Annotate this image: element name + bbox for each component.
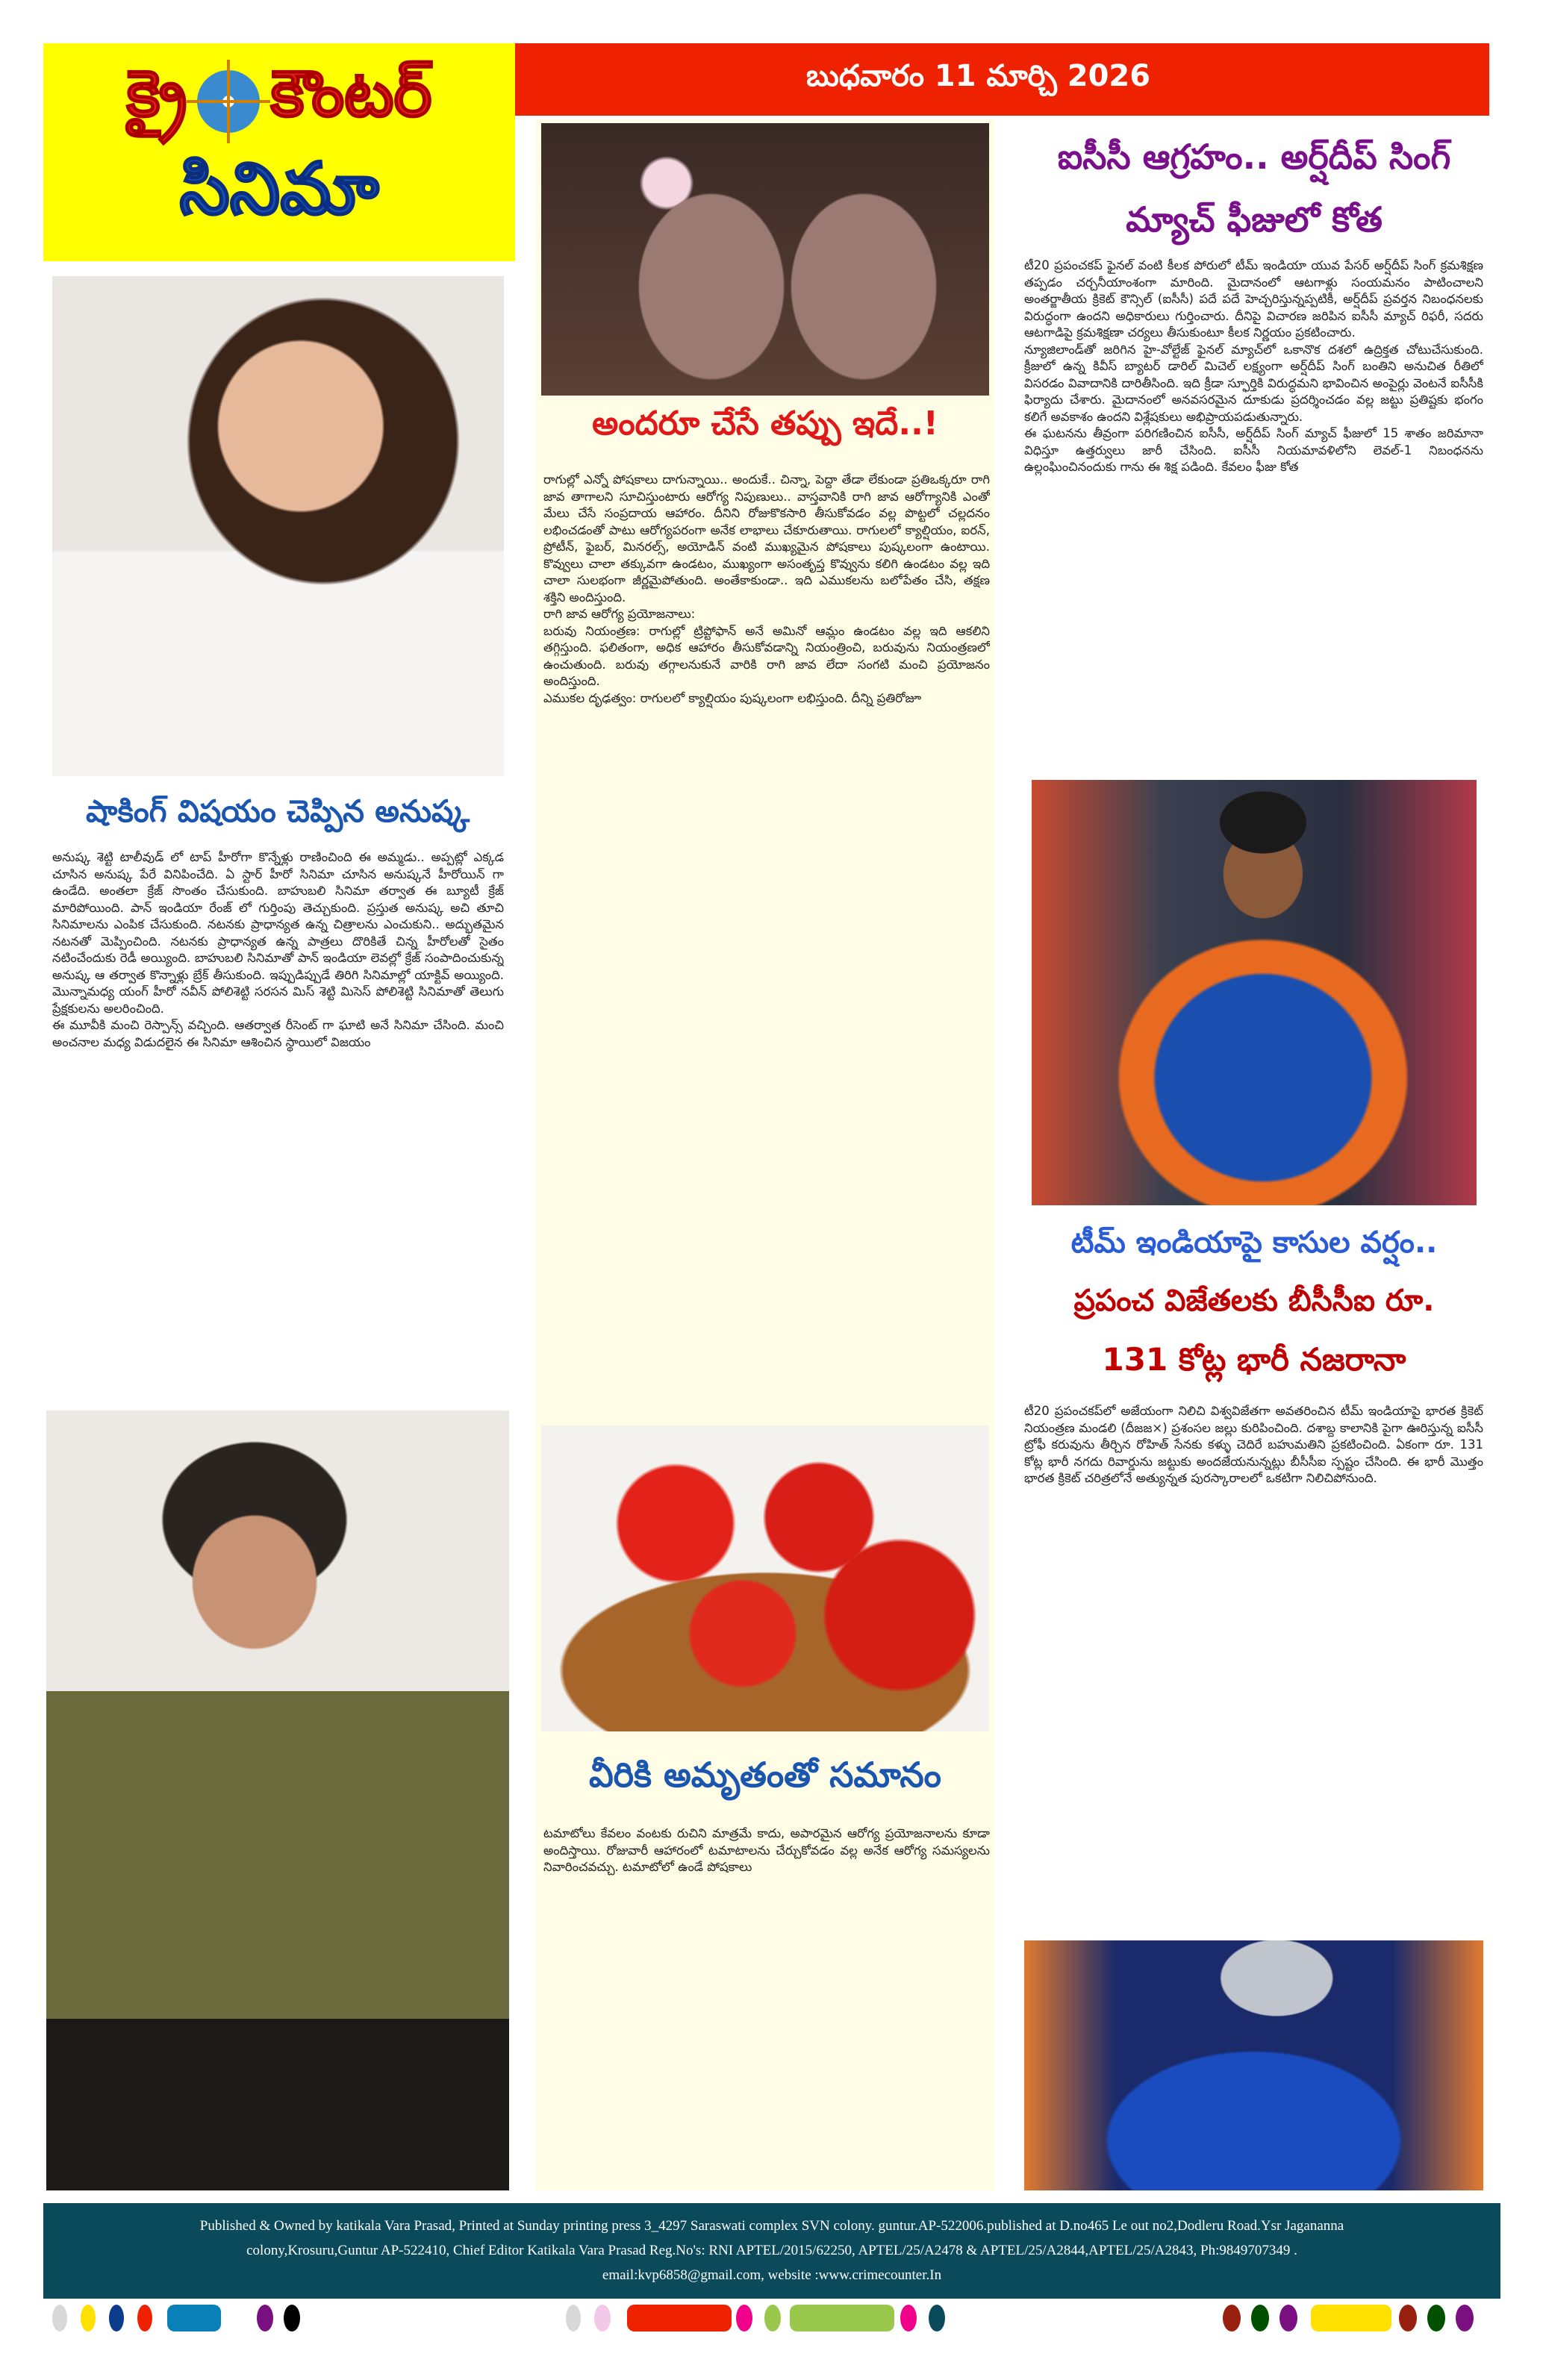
color-mark bbox=[257, 2305, 273, 2331]
article-arshdeep-body bbox=[1024, 257, 1483, 780]
paragraph: టీ20 ప్రపంచకప్‌లో అజేయంగా నిలిచి విశ్వవిజేతగా అవతరించిన టీమ్ ఇండియాపై భారత క్రికెట్ నియంత్రణ మండలి (దీజజ×) ప్రశంసల జల్లు కురిపించింది. దశాబ్ద కాలానికి పైగా ఊరిస్తున్న ఐసీసీ ట్రోఫీ కరువును తీర్చిన రోహిత్ సేనకు కళ్ళు చెదిరే బహుమతిని ప్రకటించింది. ఏకంగా రూ. 131 కోట్ల భారీ నగదు రివార్డును జట్టుకు అందజేయనున్నట్లు బీసీసీఐ స్పష్టం చేసింది. ఈ భారీ మొత్తం భారత క్రికెట్ చరిత్రలోనే అత్యున్నత పురస్కారాలలో ఒకటిగా నిలిచిపోనుంది. bbox=[1024, 1404, 1483, 1485]
paragraph: న్యూజిలాండ్‌తో జరిగిన హై-వోల్టేజ్ ఫైనల్ మ్యాచ్‌లో ఒకానొక దశలో ఉద్రిక్తత చోటుచేసుకుంది. క్రీజులో ఉన్న కివీస్ బ్యాటర్ డారిల్ మిచెల్ లక్ష్యంగా అర్ష్‌దీప్ సింగ్ బంతిని అనుచిత రీతిలో విసరడం వివాదానికి దారితీసింది. ఇది క్రీడా స్ఫూర్తికి విరుద్ధమని భావించిన అంపైర్లు వెంటనే ఐసీసీకి ఫిర్యాదు చేశారు. మైదానంలో అనవసరమైన దూకుడు ప్రదర్శించడం వల్ల జట్టు ప్రతిష్టకు భంగం కలిగే అవకాశం ఉందని విశ్లేషకులు అభిప్రాయపడుతున్నారు. bbox=[1024, 342, 1483, 424]
headline-bcci-line2: ప్రపంచ విజేతలకు బీసీసీఐ రూ. bbox=[1073, 1284, 1435, 1318]
color-mark bbox=[1427, 2305, 1445, 2331]
color-mark bbox=[929, 2305, 945, 2331]
color-mark bbox=[1279, 2305, 1297, 2331]
color-mark bbox=[594, 2305, 611, 2331]
paragraph: బరువు నియంత్రణ: రాగుల్లో ట్రిప్టోఫాన్ అనే అమినో ఆమ్లం ఉండటం వల్ల ఇది ఆకలిని తగ్గిస్తుంది. ఫలితంగా, అధిక ఆహారం తీసుకోవడాన్ని నియంత్రించి, బరువును నియంత్రణలో ఉంచుతుంది. బరువు తగ్గాలనుకునే వారికి రాగి జావ లేదా సంగటి మంచి ప్రయోజనం అందిస్తుంది. bbox=[543, 623, 990, 688]
color-mark bbox=[81, 2305, 96, 2331]
color-mark bbox=[52, 2305, 67, 2331]
paragraph: ఈ మూవీకి మంచి రెస్పాన్స్ వచ్చింది. ఆతర్వాత రీసెంట్ గా ఘాటి అనే సినిమా చేసింది. మంచి అంచనాల మధ్య విడుదలైన ఈ సినిమా ఆశించిన స్థాయిలో విజయం bbox=[52, 1018, 504, 1049]
headline-bcci-line1: టీమ్ ఇండియాపై కాసుల వర్షం.. bbox=[1070, 1225, 1438, 1260]
crosshair-globe-icon bbox=[197, 70, 260, 133]
arshdeep-photo bbox=[1032, 780, 1477, 1205]
headline-tomato: వీరికి అమృతంతో సమానం bbox=[588, 1755, 942, 1795]
imprint-line-1: Published & Owned by katikala Vara Prasad, Printed at Sunday printing press 3_4297 Saraswati complex SVN colony. guntur.AP-522006.published at D.no465 Le out no2,Dodleru Road.Ysr Jagananna bbox=[199, 2218, 1344, 2234]
nagarjuna-photo bbox=[46, 1411, 509, 2190]
paragraph: టమాటోలు కేవలం వంటకు రుచిని మాత్రమే కాదు, అపారమైన ఆరోగ్య ప్రయోజనాలను కూడా అందిస్తాయి. రోజువారీ ఆహారంలో టమాటాలను చేర్చుకోవడం వల్ల అనేక ఆరోగ్య సమస్యలను నివారించవచ్చు. టమాటోలో ఉండే పోషకాలు bbox=[543, 1826, 990, 1874]
paragraph: రాగుల్లో ఎన్నో పోషకాలు దాగున్నాయి.. అందుకే.. చిన్నా, పెద్దా తేడా లేకుండా ప్రతిఒక్కరూ రాగి జావ తాగాలని సూచిస్తుంటారు ఆరోగ్య నిపుణులు.. వాస్తవానికి రాగి జావ ఆరోగ్యానికి ఎంతో మేలు చేసే సంప్రదాయ ఆహారం. దీనిని రోజుకొకసారి తీసుకోవడం వల్ల పొట్టలో చల్లదనం లభించడంతో పాటు ఆరోగ్యపరంగా అనేక లాభాలు చేకూరుతాయి. రాగులలో క్యాల్షియం, ఐరన్, ప్రోటీన్, ఫైబర్, మినరల్స్, అయోడిన్ వంటి ముఖ్యమైన పోషకాలు పుష్కలంగా ఉంటాయి. కొవ్వులు చాలా తక్కువగా ఉండటం, ముఖ్యంగా అసంతృప్త కొవ్వును కలిగి ఉండటం వల్ల ఇది చాలా సులభంగా జీర్ణమైపోతుంది. అంతేకాకుండా.. ఇది ఎముకలను బలోపేతం చేసి, తక్షణ శక్తిని అందిస్తుంది. bbox=[543, 472, 990, 605]
color-mark bbox=[1456, 2305, 1474, 2331]
masthead-logo bbox=[43, 43, 515, 261]
date-bar bbox=[515, 43, 1489, 116]
color-mark bbox=[167, 2305, 221, 2331]
ragi-drink-photo bbox=[541, 123, 989, 396]
paragraph: రాగి జావ ఆరోగ్య ప్రయోజనాలు: bbox=[543, 607, 696, 621]
color-mark bbox=[137, 2305, 152, 2331]
imprint-footer bbox=[43, 2203, 1500, 2299]
article-anushka-body bbox=[52, 849, 504, 1387]
team-india-celebration-photo bbox=[1024, 1940, 1483, 2190]
imprint-line-3: email:kvp6858@gmail.com, website :www.crimecounter.In bbox=[602, 2267, 942, 2283]
imprint-line-2: colony,Krosuru,Guntur AP-522410, Chief Editor Katikala Vara Prasad Reg.No's: RNI APTEL/2015/62250, APTEL/25/A2478 & APTEL/25/A2844,APTEL/25/A2843, Ph:9849707349 . bbox=[246, 2243, 1297, 2258]
headline-bcci-line3: 131 కోట్ల భారీ నజరానా bbox=[1102, 1341, 1406, 1378]
headline-anushka: షాకింగ్ విషయం చెప్పిన అనుష్క bbox=[85, 793, 470, 829]
headline-arshdeep: ఐసీసీ ఆగ్రహం.. అర్ష్‌దీప్ సింగ్ మ్యాచ్ ఫీజులో కోత bbox=[1057, 137, 1451, 240]
issue-date: బుధవారం 11 మార్చి 2026 bbox=[806, 58, 1151, 93]
article-bcci-body bbox=[1024, 1403, 1483, 1918]
color-mark bbox=[566, 2305, 581, 2331]
color-mark bbox=[736, 2305, 752, 2331]
color-mark bbox=[109, 2305, 124, 2331]
anushka-photo bbox=[52, 276, 504, 776]
color-mark bbox=[1311, 2305, 1391, 2331]
article-ragi-body bbox=[543, 472, 990, 1405]
color-mark bbox=[1223, 2305, 1241, 2331]
color-mark bbox=[790, 2305, 894, 2331]
color-mark bbox=[1399, 2305, 1417, 2331]
tomato-photo bbox=[541, 1425, 989, 1731]
color-mark bbox=[1251, 2305, 1269, 2331]
color-mark bbox=[900, 2305, 917, 2331]
logo-text-crime: క్రై bbox=[126, 56, 187, 131]
paragraph: అనుష్క శెట్టి టాలీవుడ్ లో టాప్ హీరోగా కొన్నేళ్లు రాణించింది ఈ అమ్మడు.. అప్పట్లో ఎక్కడ చూసిన అనుష్క పేరే వినిపించేది. ఏ స్టార్ హీరో సినిమా చూసిన అనుష్కనే హీరోయిన్ గా ఉండేది. అంతలా క్రేజ్ సొంతం చేసుకుంది. బాహుబలి సినిమా తర్వాత ఈ బ్యూటీ క్రేజ్ మారిపోయింది. పాన్ ఇండియా రేంజ్ లో గుర్తింపు తెచ్చుకుంది. ప్రస్తుత అనుష్క అచి తూచి సినిమాలను ఎంపిక చేసుకుంది. నటనకు ప్రాధాన్యత ఉన్న చిత్రాలను ఎంచుకుని.. అద్భుతమైన నటనతో మెప్పించింది. నటనకు ప్రాధాన్యత ఉన్న పాత్రలు దొరికితే చిన్న హీరోలతో సైతం నటించేందుకు రెడీ అయ్యింది. బాహుబలి సినిమాతో పాన్ ఇండియా లెవల్లో క్రేజ్ సంపాదించుకున్న అనుష్క ఆ తర్వాత కొన్నాళ్లు బ్రేక్ తీసుకుంది. ఇప్పుడిప్పుడే తిరిగి సినిమాల్లో యాక్టివ్ అయ్యింది. మొన్నామధ్య యంగ్ హీరో నవీన్ పోలిశెట్టి సరసన మిస్ శెట్టి మిసెస్ పోలిశెట్టి సినిమాతో తెలుగు ప్రేక్షకులను అలరించింది. bbox=[52, 850, 504, 1016]
paragraph: ఎముకల దృఢత్వం: రాగులలో క్యాల్షియం పుష్కలంగా లభిస్తుంది. దీన్ని ప్రతిరోజూ bbox=[543, 690, 922, 705]
logo-text-cinema: సినిమా bbox=[179, 146, 379, 231]
color-mark bbox=[764, 2305, 781, 2331]
paragraph: టీ20 ప్రపంచకప్ ఫైనల్ వంటి కీలక పోరులో టీమ్ ఇండియా యువ పేసర్ అర్ష్‌దీప్ సింగ్ క్రమశిక్షణ తప్పడం చర్చనీయాంశంగా మారింది. మైదానంలో ఆటగాళ్లు సంయమనం పాటించాలని అంతర్జాతీయ క్రికెట్ కౌన్సిల్ (ఐసీసీ) పదే పదే హెచ్చరిస్తున్నప్పటికీ, అర్ష్‌దీప్ ప్రవర్తన నిబంధనలకు విరుద్ధంగా ఉందని అధికారులు గుర్తించారు. దీనిపై విచారణ జరిపిన ఐసీసీ మ్యాచ్ రిఫరీ, సదరు ఆటగాడిపై క్రమశిక్షణా చర్యలు తీసుకుంటూ కీలక నిర్ణయం ప్రకటించారు. bbox=[1024, 258, 1483, 340]
color-mark bbox=[627, 2305, 732, 2331]
headline-ragi: అందరూ చేసే తప్పు ఇదే..! bbox=[592, 405, 938, 443]
color-mark bbox=[284, 2305, 300, 2331]
logo-text-counter: కౌంటర్ bbox=[270, 56, 432, 131]
paragraph: ఈ ఘటనను తీవ్రంగా పరిగణించిన ఐసీసీ, అర్ష్‌దీప్ సింగ్ మ్యాచ్ ఫీజులో 15 శాతం జరిమానా విధిస్తూ ఉత్తర్వులు జారీ చేసింది. ఐసీసీ నియమావళిలోని లెవల్-1 నిబంధనను ఉల్లంఘించినందుకు గాను ఈ శిక్ష పడింది. కేవలం ఫీజు కోత bbox=[1024, 426, 1483, 474]
article-tomato-body bbox=[543, 1825, 990, 2184]
